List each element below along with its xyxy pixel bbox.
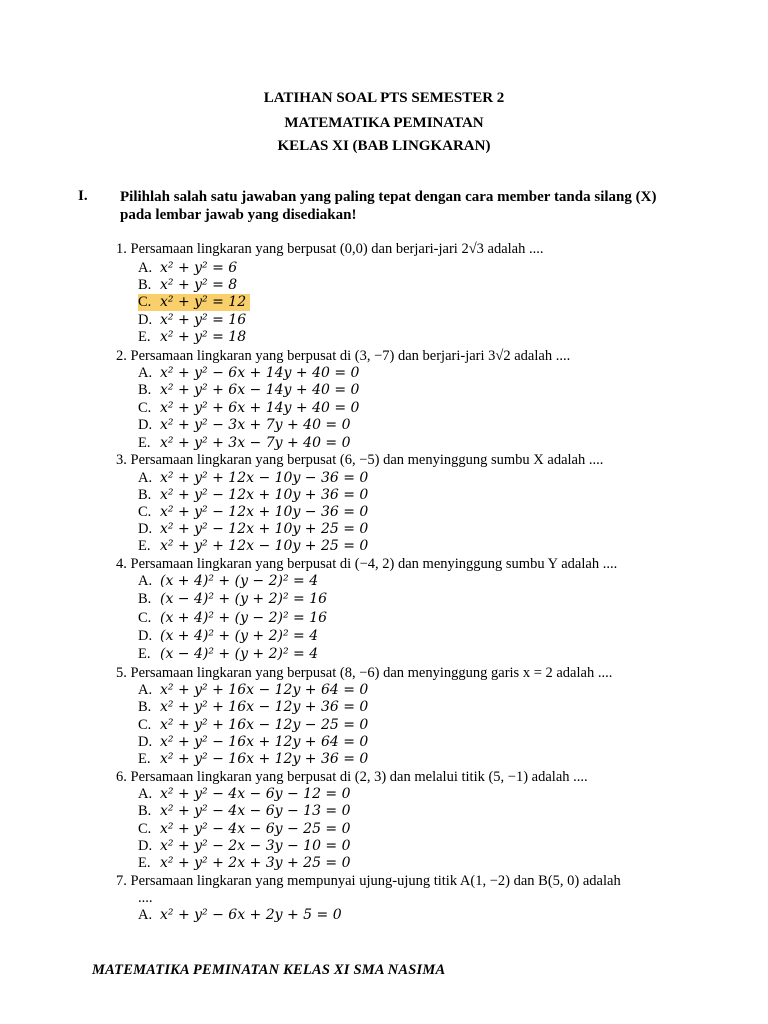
question-5: 5. Persamaan lingkaran yang berpusat (8, −6) dan menyinggung garis x = 2 adalah .... [116, 665, 613, 681]
question-2: 2. Persamaan lingkaran yang berpusat di (3, −7) dan berjari-jari 3√2 adalah .... [116, 348, 571, 364]
question-7-continuation: .... [138, 890, 153, 906]
question-4-option-e: E. (x − 4)² + (y + 2)² = 4 [138, 646, 319, 662]
section-number: I. [78, 188, 88, 204]
question-5-option-a: A. x² + y² + 16x − 12y + 64 = 0 [138, 682, 369, 698]
question-7-option-a: A. x² + y² − 6x + 2y + 5 = 0 [138, 907, 342, 923]
question-3-option-a: A. x² + y² + 12x − 10y − 36 = 0 [138, 470, 369, 486]
question-2-option-a: A. x² + y² − 6x + 14y + 40 = 0 [138, 365, 360, 381]
question-1-option-d: D. x² + y² = 16 [138, 312, 247, 328]
question-3-option-b: B. x² + y² − 12x + 10y + 36 = 0 [138, 487, 369, 503]
question-5-option-c: C. x² + y² + 16x − 12y − 25 = 0 [138, 717, 369, 733]
page-footer: MATEMATIKA PEMINATAN KELAS XI SMA NASIMA [92, 962, 446, 978]
question-5-option-e: E. x² + y² − 16x + 12y + 36 = 0 [138, 751, 369, 767]
question-3-option-c: C. x² + y² − 12x + 10y − 36 = 0 [138, 504, 369, 520]
question-2-option-b: B. x² + y² + 6x − 14y + 40 = 0 [138, 382, 360, 398]
title-line-2: MATEMATIKA PEMINATAN [284, 115, 484, 131]
question-6: 6. Persamaan lingkaran yang berpusat di (2, 3) dan melalui titik (5, −1) adalah .... [116, 769, 588, 785]
question-6-option-b: B. x² + y² − 4x − 6y − 13 = 0 [138, 803, 351, 819]
question-1-option-a: A. x² + y² = 6 [138, 260, 238, 276]
question-4-option-d: D. (x + 4)² + (y + 2)² = 4 [138, 628, 319, 644]
question-6-option-c: C. x² + y² − 4x − 6y − 25 = 0 [138, 821, 351, 837]
question-6-option-a: A. x² + y² − 4x − 6y − 12 = 0 [138, 786, 351, 802]
question-7: 7. Persamaan lingkaran yang mempunyai ujung-ujung titik A(1, −2) dan B(5, 0) adalah [116, 873, 621, 889]
question-3-option-d: D. x² + y² − 12x + 10y + 25 = 0 [138, 521, 369, 537]
question-6-option-d: D. x² + y² − 2x − 3y − 10 = 0 [138, 838, 351, 854]
question-3: 3. Persamaan lingkaran yang berpusat (6, −5) dan menyinggung sumbu X adalah .... [116, 452, 604, 468]
question-1-option-b: B. x² + y² = 8 [138, 277, 238, 293]
question-1: 1. Persamaan lingkaran yang berpusat (0,0) dan berjari-jari 2√3 adalah .... [116, 241, 544, 257]
question-4-option-c: C. (x + 4)² + (y − 2)² = 16 [138, 610, 328, 626]
question-2-option-d: D. x² + y² − 3x + 7y + 40 = 0 [138, 417, 351, 433]
question-2-option-c: C. x² + y² + 6x + 14y + 40 = 0 [138, 400, 360, 416]
question-5-option-b: B. x² + y² + 16x − 12y + 36 = 0 [138, 699, 369, 715]
question-1-option-e: E. x² + y² = 18 [138, 329, 247, 345]
instruction-text: Pilihlah salah satu jawaban yang paling tepat dengan cara member tanda silang (X) pada lembar jawab yang disediakan! [120, 189, 657, 223]
question-6-option-e: E. x² + y² + 2x + 3y + 25 = 0 [138, 855, 351, 871]
title-line-1: LATIHAN SOAL PTS SEMESTER 2 [263, 90, 505, 106]
highlighted-answer: C. x² + y² = 12 [138, 294, 250, 311]
question-4: 4. Persamaan lingkaran yang berpusat di (−4, 2) dan menyinggung sumbu Y adalah .... [116, 556, 618, 572]
title-line-3: KELAS XI (BAB LINGKARAN) [277, 138, 491, 154]
question-5-option-d: D. x² + y² − 16x + 12y + 64 = 0 [138, 734, 369, 750]
question-3-option-e: E. x² + y² + 12x − 10y + 25 = 0 [138, 538, 369, 554]
question-2-option-e: E. x² + y² + 3x − 7y + 40 = 0 [138, 435, 351, 451]
question-4-option-a: A. (x + 4)² + (y − 2)² = 4 [138, 573, 319, 589]
question-1-option-c [138, 293, 250, 311]
question-4-option-b: B. (x − 4)² + (y + 2)² = 16 [138, 591, 328, 607]
